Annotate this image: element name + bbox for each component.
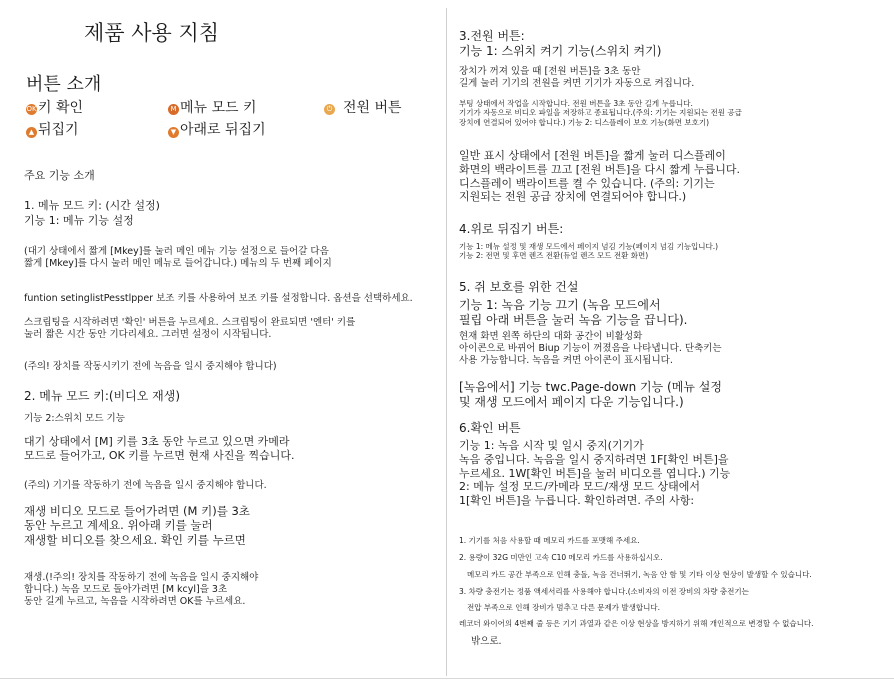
main-functions-heading: 주요 기능 소개: [24, 169, 95, 182]
note-3: 3. 차량 충전기는 정품 액세서리를 사용해야 합니다.(소비자의 이전 장비의 차량 충전기는: [459, 587, 749, 596]
section-2-function: 기능 2:스위치 모드 기능: [24, 413, 125, 424]
section-1-paragraph-2: funtion setinglistPesstlpper 보조 키를 사용하여 보조 키를 설정합니다. 옵션을 선택하세요.: [24, 293, 413, 304]
bottom-rule: [0, 678, 894, 679]
ok-key-label: 키 확인: [38, 100, 84, 116]
section-5-paragraph-1: 기능 1: 녹음 기능 끄기 (녹음 모드에서 필립 아래 버튼을 눌러 녹음 기능을 끕니다).: [459, 298, 688, 327]
section-1-title: 1. 메뉴 모드 키: (시간 설정): [24, 199, 160, 212]
flip-label: 뒤집기: [38, 122, 79, 138]
note-2-detail: 메모리 카드 공간 부족으로 인해 충돌, 녹음 건너뛰기, 녹음 안 함 및 기타 이상 현상이 발생할 수 있습니다.: [467, 570, 812, 579]
note-3-detail: 전압 부족으로 인해 장비가 멈추고 다른 문제가 발생합니다.: [467, 603, 660, 612]
column-divider: [446, 8, 447, 676]
section-2-paragraph-2: 재생 비디오 모드로 들어가려면 (M 키)를 3초 동안 누르고 계세요. 위아래 키를 눌러 재생할 비디오를 찾으세요. 확인 키를 누르면: [24, 504, 250, 547]
note-1: 1. 기기를 처음 사용할 때 메모리 카드를 포맷해 주세요.: [459, 536, 640, 545]
section-4-title: 4.위로 뒤집기 버튼:: [459, 222, 564, 236]
section-1-paragraph-1: (대기 상태에서 짧게 [Mkey]를 눌러 메인 메뉴 기능 설정으로 들어갈 다음 짧게 [Mkey]를 다시 눌러 메인 메뉴로 들어갑니다.) 메뉴의 두 번째 페이지: [24, 246, 332, 269]
section-3-paragraph-3: 일반 표시 상태에서 [전원 버튼]을 짧게 눌러 디스플레이 화면의 백라이트를 끄고 [전원 버튼]을 다시 짧게 누릅니다. 디스플레이 백라이트를 켤 수 있습니다. (주의: 기기는 지원되는 전원 공급 장치에 연결되어야 합니다.): [459, 149, 740, 204]
section-1-note: (주의! 장치를 작동시키기 전에 녹음을 일시 중지해야 합니다): [24, 361, 277, 372]
section-2-paragraph-3: 재생.(!주의! 장치를 작동하기 전에 녹음을 일시 중지해야 합니다.) 녹음 모드로 돌아가려면 [M kcyl]을 3초 동안 길게 누르고, 녹음을 시작하려면 OK를 누르세요.: [24, 572, 259, 607]
note-2: 2. 용량이 32G 미만인 고속 C10 메모리 카드를 사용하십시오.: [459, 553, 663, 562]
section-2-paragraph-1: 대기 상태에서 [M] 키를 3초 동안 누르고 있으면 카메라 모드로 들어가고, OK 키를 누르면 현재 사진을 찍습니다.: [24, 435, 295, 462]
section-5-paragraph-3: [녹음에서] 기능 twc.Page-down 기능 (메뉴 설정 및 재생 모드에서 페이지 다운 기능입니다.): [459, 380, 722, 409]
page-title: 제품 사용 지침: [84, 21, 220, 45]
menu-key-label: 메뉴 모드 키: [180, 100, 257, 116]
section-1-function: 기능 1: 메뉴 기능 설정: [24, 214, 134, 227]
section-3-paragraph-1: 장치가 꺼져 있을 때 [전원 버튼]을 3초 동안 길게 눌러 기기의 전원을 켜면 기기가 자동으로 켜집니다.: [459, 66, 695, 89]
note-5: 밖으로.: [471, 636, 502, 647]
menu-icon: M: [168, 104, 179, 115]
power-icon: ⏻: [324, 104, 335, 115]
section-3-function: 기능 1: 스위치 켜기 기능(스위치 켜기): [459, 44, 662, 58]
section-3-paragraph-2: 부팅 상태에서 작업을 시작합니다. 전원 버튼을 3초 동안 길게 누릅니다. 기기가 자동으로 비디오 파일을 저장하고 종료됩니다.(주의: 기기는 지원되는 전원 공급 장치에 연결되어 있어야 합니다.) 기능 2: 디스플레이 보호 기능(화면 보호기): [459, 99, 742, 127]
flip-up-icon: ▲: [26, 127, 37, 138]
note-4: 레코더 와이어의 4번째 줄 등은 기기 과열과 같은 이상 현상을 방지하기 위해 개인적으로 변경할 수 없습니다.: [459, 619, 814, 628]
section-1-paragraph-3: 스크립팅을 시작하려면 '확인' 버튼을 누르세요. 스크립팅이 완료되면 '엔터' 키를 눌러 짧은 시간 동안 기다리세요. 그러면 설정이 시작됩니다.: [24, 317, 356, 340]
section-6-title: 6.확인 버튼: [459, 421, 521, 435]
section-5-paragraph-2: 현재 화면 왼쪽 하단의 대화 공간이 비활성화 아이콘으로 바뀌어 Biup 기능이 꺼졌음을 나타냅니다. 단축키는 사용 가능합니다. 녹음을 켜면 아이콘이 표시됩니다.: [459, 331, 722, 366]
section-5-title: 5. 쥐 보호를 위한 건설: [459, 280, 579, 294]
section-6-paragraph-1: 기능 1: 녹음 시작 및 일시 중지(기기가 녹음 중입니다. 녹음을 일시 중지하려면 1F[확인 버튼]을 누르세요. 1W[확인 버튼]을 눌러 비디오를 엽니다.) 기능 2: 메뉴 설정 모드/카메라 모드/재생 모드 상태에서 1[확인 버튼]을 누릅니다. 확인하려면. 주의 사항:: [459, 439, 731, 507]
buttons-heading: 버튼 소개: [26, 74, 102, 95]
ok-icon: OK: [26, 105, 37, 113]
section-2-title: 2. 메뉴 모드 키:(비디오 재생): [24, 389, 181, 403]
flip-down-icon: ▼: [168, 127, 179, 138]
section-4-paragraph-1: 기능 1: 메뉴 설정 및 재생 모드에서 페이지 넘김 기능(페이지 넘김 기능입니다.) 기능 2: 전면 및 후면 렌즈 전환(듀얼 렌즈 모드 전환 화면): [459, 242, 719, 261]
section-3-title: 3.전원 버튼:: [459, 29, 525, 43]
power-key-label: 전원 버튼: [343, 100, 402, 116]
section-2-note: (주의) 기기를 작동하기 전에 녹음을 일시 중지해야 합니다.: [24, 480, 267, 491]
flip-down-label: 아래로 뒤집기: [180, 122, 266, 138]
